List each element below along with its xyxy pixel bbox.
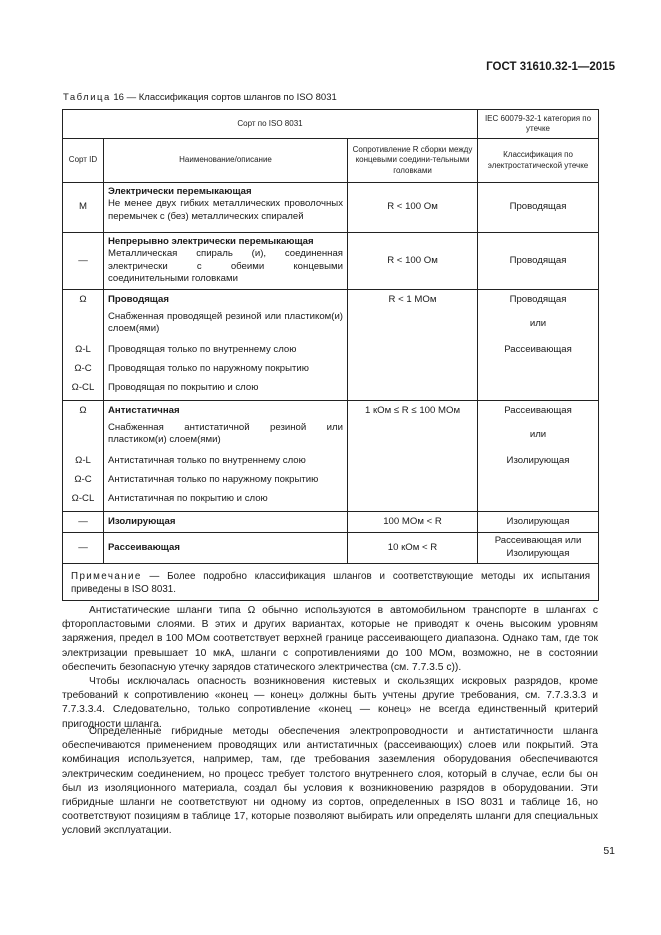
caption-text: 16 — Классификация сортов шлангов по ISO 8031 bbox=[113, 92, 337, 103]
row-title: Проводящая bbox=[108, 293, 169, 305]
row-class: Рассеивающая или Изолирующая bbox=[478, 532, 599, 563]
row-id: — bbox=[63, 233, 104, 290]
row-desc: Снабженная проводящей резиной или пластиком(и) слоем(ями) bbox=[108, 310, 343, 335]
table-row-antistatic bbox=[63, 400, 599, 511]
row-class: Изолирующая bbox=[478, 511, 599, 532]
row-sub: Проводящая по покрытию и слою bbox=[108, 381, 259, 393]
row-class: Проводящая bbox=[478, 183, 599, 233]
row-id: Ω-C bbox=[74, 473, 92, 485]
row-name bbox=[104, 511, 348, 532]
row-id: Ω-CL bbox=[71, 492, 95, 504]
col-header-resistance: Сопротивление R сборки между концевыми соедини-тельными головками bbox=[348, 139, 478, 183]
note-text: — Более подробно классификация шлангов и соответствующие методы их испытания приведены в ISO 8031. bbox=[71, 570, 591, 596]
row-title: Рассеивающая bbox=[108, 541, 180, 553]
page-number: 51 bbox=[603, 845, 615, 857]
col-header-class: Классификация по электростатической утечке bbox=[478, 139, 599, 183]
col-header-name: Наименование/описание bbox=[104, 139, 348, 183]
table-row bbox=[63, 183, 599, 233]
row-id: Ω-C bbox=[74, 362, 92, 374]
row-resistance: 10 кОм < R bbox=[348, 532, 478, 563]
row-name-group bbox=[104, 400, 348, 511]
row-class-or: или bbox=[529, 428, 547, 440]
row-class-group bbox=[478, 400, 599, 511]
col-header-id: Сорт ID bbox=[63, 139, 104, 183]
row-id: Ω-L bbox=[75, 454, 91, 466]
group-header-iec: IEC 60079-32-1 категория по утечке bbox=[478, 110, 599, 139]
row-sub: Антистатичная по покрытию и слою bbox=[108, 492, 268, 504]
row-desc: Не менее двух гибких металлических проволочных перемычек с (без) металлических спиралей bbox=[108, 198, 343, 222]
row-desc: Снабженная антистатичной резиной или пластиком(и) слоем(ями) bbox=[108, 421, 343, 446]
row-id: Ω bbox=[79, 293, 87, 305]
paragraph-2: Чтобы исключалась опасность возникновения кистевых и скользящих искровых разрядов, кроме требований к сопротивлению «конец — конец» должны быть учтены другие требования, см. 7.7.3.3.3 и 7.7.3.3.4. Следовательно, только сопротивление «конец — конец» не всегда единственный критерий пригодности шланга. bbox=[62, 676, 598, 730]
row-sub: Проводящая только по внутреннему слою bbox=[108, 343, 297, 355]
row-class: Проводящая bbox=[509, 293, 567, 305]
table-row bbox=[63, 233, 599, 290]
table-row-conductive bbox=[63, 289, 599, 400]
row-title: Непрерывно электрически перемыкающая bbox=[108, 236, 314, 247]
row-id: — bbox=[63, 532, 104, 563]
row-resistance: 1 кОм ≤ R ≤ 100 МОм bbox=[348, 400, 478, 511]
row-class: Рассеивающая bbox=[504, 343, 572, 355]
note-prefix: Примечание bbox=[71, 570, 142, 582]
paragraph-3: Определенные гибридные методы обеспечения электропроводности и антистатичности шланга обеспечиваются применением проводящих или антистатичных (рассеивающих) слоев или покрытий. Эта комбинация используется, например, там, где требования заземления оборудования обеспечиваются электрическим соединением, но процесс требует толстого внутреннего слоя, который в случае, если бы он был из изоляционного материала, создал бы условия к возникновению разрядов в оборудовании. Эти гибридные шланги не соответствуют ни одному из сортов, определенных в ISO 8031 и таблице 16, но соответствуют позициям в таблице 17, которые позволяют выбирать или определять шланги для специальных условий эксплуатации. bbox=[62, 726, 598, 837]
row-resistance: R < 1 МОм bbox=[348, 289, 478, 400]
row-resistance: R < 100 Ом bbox=[348, 233, 478, 290]
row-title: Электрически перемыкающая bbox=[108, 186, 252, 197]
table-row bbox=[63, 511, 599, 532]
row-id-group bbox=[63, 289, 104, 400]
row-title: Изолирующая bbox=[108, 515, 176, 527]
row-sub: Проводящая только по наружному покрытию bbox=[108, 362, 309, 374]
row-title: Антистатичная bbox=[108, 404, 180, 416]
row-class-group bbox=[478, 289, 599, 400]
row-id: Ω-L bbox=[75, 343, 91, 355]
row-resistance: R < 100 Ом bbox=[348, 183, 478, 233]
classification-table bbox=[62, 109, 599, 601]
row-id: M bbox=[63, 183, 104, 233]
row-id: Ω bbox=[79, 404, 87, 416]
row-desc: Металлическая спираль (и), соединенная электрически с обеими концевыми соединительными головками bbox=[108, 248, 343, 285]
group-header-iso: Сорт по ISO 8031 bbox=[63, 110, 478, 139]
row-class: Рассеивающая bbox=[504, 404, 572, 416]
row-id-group bbox=[63, 400, 104, 511]
row-class: Изолирующая bbox=[506, 454, 570, 466]
row-sub: Антистатичная только по наружному покрытию bbox=[108, 473, 319, 485]
table-note bbox=[63, 563, 599, 600]
row-name bbox=[104, 183, 348, 233]
table-caption bbox=[63, 92, 337, 103]
row-class-or: или bbox=[529, 317, 547, 329]
row-id: Ω-CL bbox=[71, 381, 95, 393]
row-name-group bbox=[104, 289, 348, 400]
row-resistance: 100 МОм < R bbox=[348, 511, 478, 532]
caption-prefix: Таблица bbox=[63, 92, 111, 103]
document-code: ГОСТ 31610.32-1—2015 bbox=[486, 61, 615, 73]
table-note-row bbox=[63, 563, 599, 600]
row-name bbox=[104, 532, 348, 563]
row-sub: Антистатичная только по внутреннему слою bbox=[108, 454, 306, 466]
table-row bbox=[63, 532, 599, 563]
row-class: Проводящая bbox=[478, 233, 599, 290]
row-id: — bbox=[63, 511, 104, 532]
paragraph-1: Антистатические шланги типа Ω обычно используются в автомобильном транспорте в шлангах с фторопластовыми слоями. В этих и других вариантах, которые не приводят к очень высоким уровням заряжения, предел в 100 МОм соответствует верхней границе рассеивающего диапазона. Однако там, где ток электризации превышает 10 мкА, шланги с сопротивлениями до 100 МОм, возможно, не в состоянии обеспечить безопасную утечку зарядов статического электричества (см. 7.7.3.5 c)). bbox=[62, 605, 598, 673]
row-name bbox=[104, 233, 348, 290]
